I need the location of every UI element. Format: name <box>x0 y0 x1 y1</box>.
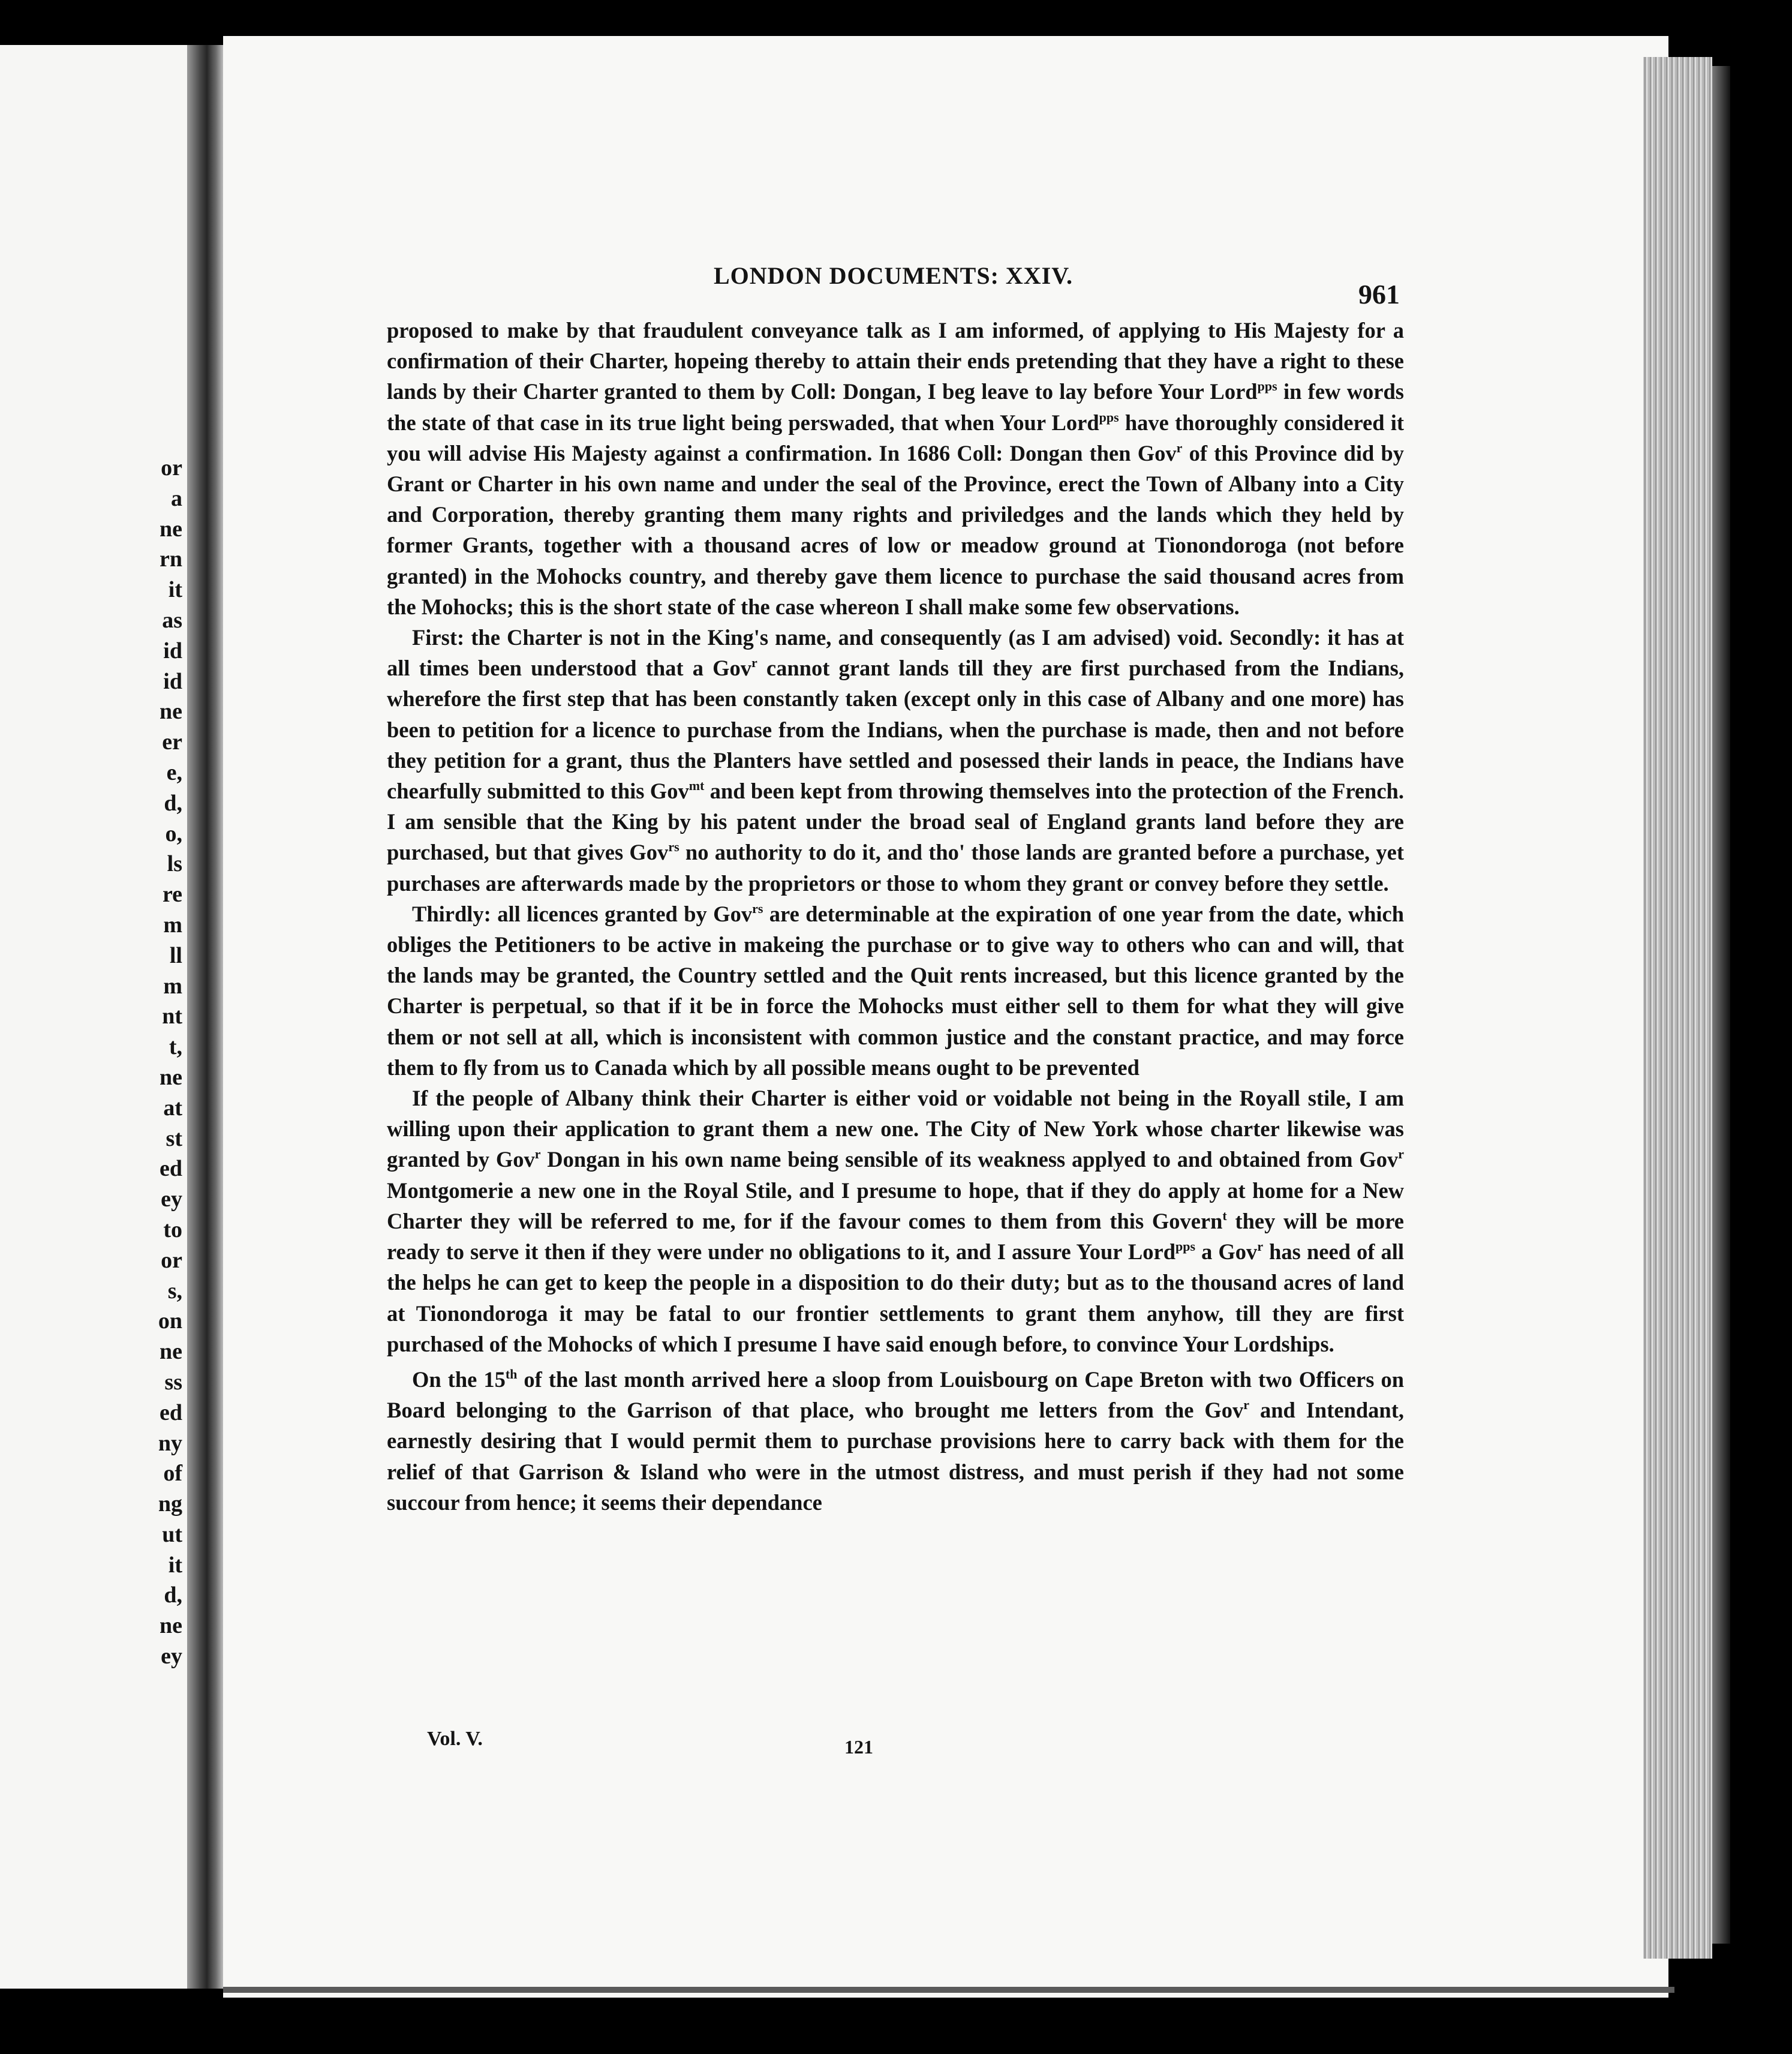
running-head: LONDON DOCUMENTS: XXIV. <box>714 262 1073 289</box>
paragraph: proposed to make by that fraudulent conveyance talk as I am informed, of applying to His Majesty for a confirmation of their Charter, hopeing thereby to attain their ends pretending that they have a right to these lands by their Charter granted to them by Coll: Dongan, I beg leave to lay before Your Lord$^{pps}$ in few words the state of that case in its true light being perswaded, that when Your Lord$^{pps}$ have thoroughly considered it you will advise His Majesty against a confirmation. In 1686 Coll: Dongan then Gov$^r$ of this Province did by Grant or Charter in his own name and under the seal of the Province, erect the Town of Albany into a City and Corporation, thereby granting them many rights and priviledges and the lands which they held by former Grants, together with a thousand acres of low or meadow ground at Tionondoroga (not before granted) in the Mohocks country, and thereby gave them licence to purchase the said thousand acres from the Mohocks; this is the short state of the case whereon I shall make some few observations. <box>387 318 1405 619</box>
page-stack-edge <box>1643 57 1712 1959</box>
previous-page-fragment: on <box>158 1308 182 1334</box>
body-text <box>387 315 1404 1518</box>
previous-page-fragment: ey <box>161 1644 182 1669</box>
previous-page-fragment: d, <box>164 790 182 816</box>
previous-page-fragment: rn <box>160 546 182 572</box>
previous-page-fragment: e, <box>166 759 182 785</box>
previous-page-fragment: o, <box>165 821 182 846</box>
previous-page-fragment: s, <box>167 1278 182 1304</box>
previous-page-fragment: id <box>163 638 182 663</box>
volume-footer: Vol. V. <box>427 1728 483 1750</box>
previous-page-fragment: st <box>166 1125 182 1151</box>
previous-page-fragment: ng <box>158 1491 182 1517</box>
paragraph: First: the Charter is not in the King's name, and consequently (as I am advised) void. Secondly: it has at all times been understood that a Gov$^r$ cannot grant lands till they are first purchased from the Indians, wherefore the first step that has been constantly taken (except only in this case of Albany and one more) has been to petition for a licence to purchase from the Indians, when the purchase is made, then and not before they petition for a grant, thus the Planters have settled and posessed their lands in peace, the Indians have chearfully submitted to this Gov$^{mt}$ and been kept from throwing themselves into the protection of the French. I am sensible that the King by his patent under the broad seal of England grants land before they are purchased, but that gives Gov$^{rs}$ no authority to do it, and tho' those lands are granted before a purchase, yet purchases are afterwards made by the proprietors or those to whom they grant or convey before they settle. <box>387 625 1404 896</box>
previous-page-fragment: ls <box>167 851 182 877</box>
previous-page-fragment: re <box>162 882 182 908</box>
page-bottom-edge <box>223 1987 1674 1993</box>
previous-page-fragment: to <box>163 1217 182 1242</box>
paragraph: Thirdly: all licences granted by Gov$^{rs}$ are determinable at the expiration of one year from the date, which obliges the Petitioners to be active in makeing the purchase or to give way to others who can and will, that the lands may be granted, the Country settled and the Quit rents increased, but this licence granted by the Charter is perpetual, so that if it be in force the Mohocks must either sell to them for what they will give them or not sell at all, which is inconsistent with common justice and the constant practice, and may force them to fly from us to Canada which by all possible means ought to be prevented <box>387 900 1405 1080</box>
previous-page-fragment: m <box>163 973 182 999</box>
previous-page-fragment: ne <box>160 699 182 725</box>
previous-page-fragment: ut <box>162 1521 182 1547</box>
previous-page <box>0 45 187 1989</box>
previous-page-fragment: as <box>162 607 182 633</box>
previous-page-fragment: ne <box>160 516 182 542</box>
previous-page-fragment: it <box>168 577 182 603</box>
previous-page-fragment: ne <box>160 1613 182 1639</box>
previous-page-fragment: ed <box>160 1400 182 1425</box>
previous-page-fragment: or <box>161 455 182 481</box>
paragraph: On the 15th of the last month arrived here a sloop from Louisbourg on Cape Breton with two Officers on Board belonging to the Garrison of that place, who brought me letters from the Gov$^r$ and Intendant, earnestly desiring that I would permit them to purchase provisions here to carry back with them for the relief of that Garrison & Island who were in the utmost distress, and must perish if they had not some succour from hence; it seems their dependance <box>387 1366 1404 1515</box>
previous-page-fragment: a <box>171 485 182 511</box>
previous-page-fragment: or <box>161 1247 182 1273</box>
previous-page-fragment: d, <box>164 1582 182 1608</box>
signature-mark: 121 <box>844 1736 873 1758</box>
previous-page-fragment: m <box>163 912 182 938</box>
previous-page-fragment: ed <box>160 1156 182 1182</box>
previous-page-fragment: of <box>163 1461 182 1487</box>
previous-page-fragment: ne <box>160 1339 182 1365</box>
previous-page-fragment: t, <box>169 1034 182 1060</box>
book-gutter <box>187 45 223 1989</box>
page-number: 961 <box>1358 279 1400 310</box>
page-edge-shadow <box>1712 66 1730 1944</box>
previous-page-fragment: ey <box>161 1187 182 1212</box>
previous-page-fragment: er <box>162 729 182 755</box>
previous-page-fragment: at <box>163 1095 182 1121</box>
paragraph: If the people of Albany think their Charter is either void or voidable not being in the Royall stile, I am willing upon their application to grant them a new one. The City of New York whose charter likewise was granted by Gov$^r$ Dongan in his own name being sensible of its weakness applyed to and obtained from Gov$^r$ Montgomerie a new one in the Royal Stile, and I presume to hope, that if they do apply at home for a New Charter they will be referred to me, for if the favour comes to them from this Govern$^t$ they will be more ready to serve it then if they were under no obligations to it, and I assure Your Lord$^{pps}$ a Gov$^r$ has need of all the helps he can get to keep the people in a disposition to do their duty; but as to the thousand acres of land at Tionondoroga it may be fatal to our frontier settlements to grant them anyhow, till they are first purchased of the Mohocks of which I presume I have said enough before, to convince Your Lordships. <box>387 1086 1404 1356</box>
previous-page-fragment: ne <box>160 1064 182 1090</box>
previous-page-fragment: ss <box>164 1369 182 1395</box>
previous-page-fragment: id <box>163 668 182 694</box>
previous-page-fragment: nt <box>162 1004 182 1029</box>
previous-page-fragment: ny <box>158 1430 182 1456</box>
previous-page-fragment: it <box>168 1552 182 1578</box>
previous-page-fragment: ll <box>169 942 182 968</box>
previous-page-line-endings <box>158 453 182 1672</box>
